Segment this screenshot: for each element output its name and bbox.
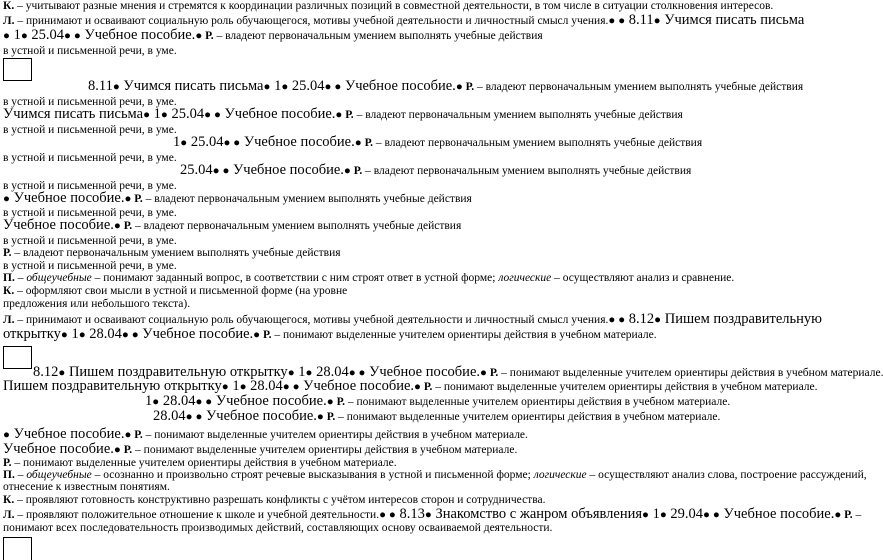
bullet-icon: ● <box>287 367 295 379</box>
table-cell-box <box>3 346 32 369</box>
textbook: Учебное пособие. <box>202 408 317 424</box>
doc-line-22 <box>3 313 822 327</box>
lesson-title: Пишем поздравительную открытку <box>65 364 288 380</box>
label-r: Р. <box>131 429 143 441</box>
lesson-title: открытку <box>3 326 61 342</box>
text: – понимают выделенные учителем ориентиры действия в учебном материале. <box>498 367 883 379</box>
bullet-icon: ● <box>3 193 10 205</box>
text: – понимают выделенные учителем ориентиры действия в учебном материале. <box>345 396 731 408</box>
bullet-icon: ● <box>642 509 649 521</box>
bullet-icon: ● <box>282 381 290 393</box>
label-r: Р. <box>421 381 433 393</box>
text: – понимают выделенные учителем ориентиры действия в учебном материале. <box>11 457 397 469</box>
doc-line-35: понимают всех последовательность производимых действий, составляющих основу осваиваемой деятельности. <box>3 522 553 534</box>
bullet-icon: ● <box>654 314 662 326</box>
hours: 1 <box>270 78 282 94</box>
bullet-icon: ● <box>608 314 616 326</box>
label-l: Л. <box>3 509 15 521</box>
doc-line-03 <box>3 29 543 43</box>
date: 28.04 <box>246 378 283 394</box>
bullet-icon: ● <box>195 30 203 42</box>
label-r: Р. <box>3 457 12 469</box>
bullet-icon: ● <box>222 165 230 177</box>
table-cell-box <box>3 58 32 81</box>
doc-line-07 <box>3 108 683 122</box>
textbook: Учебное пособие. <box>138 326 254 342</box>
bullet-icon: ● <box>424 509 432 521</box>
bullet-icon: ● <box>73 30 81 42</box>
bullet-icon: ● <box>659 509 667 521</box>
doc-line-20 <box>3 285 347 298</box>
bullet-icon: ● <box>20 30 28 42</box>
bullet-icon: ● <box>263 81 271 93</box>
bullet-icon: ● <box>618 15 626 27</box>
lesson-title: Учимся писать письма <box>3 106 144 122</box>
doc-line-34 <box>3 508 861 522</box>
bullet-icon: ● <box>292 381 300 393</box>
doc-line-17 <box>3 247 341 260</box>
textbook: Учебное пособие. <box>365 364 480 380</box>
text: – оформляют свои мысли в устной и письменной форме (на уровне <box>14 285 348 297</box>
textbook: Учебное пособие. <box>719 506 835 522</box>
bullet-icon: ● <box>324 81 332 93</box>
label-r: Р. <box>323 411 336 423</box>
bullet-icon: ● <box>112 81 120 93</box>
text: – осуществляют анализ слова, построение рассуждений, <box>586 469 867 481</box>
bullet-icon: ● <box>712 509 720 521</box>
text: – понимают заданный вопрос, в соответствии с ним строят ответ в устной форме; <box>91 272 499 284</box>
textbook: Учебное пособие. <box>341 78 456 94</box>
textbook: Учебное пособие. <box>3 441 114 457</box>
bullet-icon: ● <box>653 15 661 27</box>
doc-line-26 <box>145 395 730 409</box>
label-r: Р. <box>120 220 133 232</box>
text: – владеют первоначальным умением выполнять учебные действия <box>353 109 683 121</box>
textbook: Учебное пособие. <box>299 378 415 394</box>
lesson-title: Учимся писать письма <box>119 78 264 94</box>
bullet-icon: ● <box>608 15 616 27</box>
doc-line-21: предложения или небольшого текста). <box>3 298 191 310</box>
hours: 1 <box>145 393 153 409</box>
date: 25.04 <box>167 106 205 122</box>
date: 29.04 <box>666 506 704 522</box>
label-p: П. <box>3 272 15 284</box>
bullet-icon: ● <box>354 137 362 149</box>
bullet-icon: ● <box>160 109 168 121</box>
hours: 1 <box>150 106 161 122</box>
bullet-icon: ● <box>221 381 229 393</box>
text: – проявляют положительное отношение к школе и учебной деятельности. <box>14 509 380 521</box>
doc-line-16: в устной и письменной речи, в уме. <box>3 235 177 247</box>
lesson-title: Знакомство с жанром объявления <box>431 506 643 522</box>
lesson-title: Учимся писать письма <box>660 12 805 28</box>
doc-line-32: отнесение к известным понятиям. <box>3 481 170 493</box>
doc-line-02 <box>3 14 804 28</box>
text: – осуществляют анализ и сравнение. <box>551 272 735 284</box>
date: 25.04 <box>187 134 224 150</box>
label-r: Р. <box>486 367 499 379</box>
doc-line-01 <box>3 0 773 13</box>
doc-line-19 <box>3 272 734 285</box>
hours: 1 <box>294 364 306 380</box>
textbook: Учебное пособие. <box>212 393 327 409</box>
text: – осознанно и произвольно строят речевые высказывания в устной и письменной форме; <box>91 469 534 481</box>
bullet-icon: ● <box>223 137 231 149</box>
textbook: Учебное пособие. <box>80 27 196 43</box>
bullet-icon: ● <box>334 81 342 93</box>
hours: 1 <box>9 27 21 43</box>
lesson-number: 8.11 <box>625 12 654 28</box>
bullet-icon: ● <box>414 381 421 393</box>
textbook: Учебное пособие. <box>9 426 125 442</box>
text: – владеют первоначальным умением выполнять учебные действия <box>213 30 543 42</box>
doc-line-06: в устной и письменной речи, в уме. <box>3 96 177 108</box>
bullet-icon: ● <box>152 396 160 408</box>
doc-line-05 <box>88 80 803 94</box>
text: – проявляют готовность конструктивно разрешать конфликты с учётом интересов сторон и сотрудничества. <box>14 494 546 506</box>
label-p: П. <box>3 469 15 481</box>
bullet-icon: ● <box>195 411 203 423</box>
text: – владеют первоначальным умением выполнять учебные действия <box>373 137 703 149</box>
textbook: Учебное пособие. <box>240 134 355 150</box>
date: 28.04 <box>85 326 122 342</box>
text: – владеют первоначальным умением выполнять учебные действия <box>474 81 804 93</box>
bullet-icon: ● <box>213 109 221 121</box>
bullet-icon: ● <box>113 444 121 456</box>
textbook: Учебное пособие. <box>229 162 344 178</box>
bullet-icon: ● <box>121 329 129 341</box>
bullet-icon: ● <box>379 509 387 521</box>
bullet-icon: ● <box>185 411 193 423</box>
doc-line-12: в устной и письменной речи, в уме. <box>3 180 177 192</box>
doc-line-15 <box>3 219 461 233</box>
bullet-icon: ● <box>253 329 261 341</box>
doc-line-10: в устной и письменной речи, в уме. <box>3 152 177 164</box>
bullet-icon: ● <box>180 137 188 149</box>
bullet-icon: ● <box>455 81 463 93</box>
doc-line-11 <box>180 164 691 178</box>
doc-line-28 <box>3 428 528 442</box>
doc-line-13 <box>3 192 472 206</box>
bullet-icon: ● <box>618 314 626 326</box>
date: 25.04 <box>288 78 325 94</box>
lesson-number: 8.12 <box>625 311 655 327</box>
label-l: Л. <box>3 15 15 27</box>
bullet-icon: ● <box>3 429 10 441</box>
text: – владеют первоначальным умением выполнять учебные действия <box>362 165 692 177</box>
hours: 1 <box>173 134 181 150</box>
label-k: К. <box>3 285 15 297</box>
bullet-icon: ● <box>358 367 366 379</box>
bullet-icon: ● <box>131 329 139 341</box>
doc-line-23 <box>3 328 657 342</box>
doc-line-27 <box>153 410 720 424</box>
date: 28.04 <box>159 393 196 409</box>
text: – принимают и осваивают социальную роль обучающегося, мотивы учебной деятельности и личностный смысл учения. <box>14 314 609 326</box>
hours: 1 <box>228 378 240 394</box>
label-r: Р. <box>131 193 143 205</box>
bullet-icon: ● <box>239 381 247 393</box>
bullet-icon: ● <box>60 329 68 341</box>
label-r: Р. <box>361 137 374 149</box>
bullet-icon: ● <box>281 81 289 93</box>
bullet-icon: ● <box>480 367 487 379</box>
term-logical: логические <box>533 469 587 481</box>
date: 28.04 <box>153 408 186 424</box>
text: – принимают и осваивают социальную роль обучающегося, мотивы учебной деятельности и личностный смысл учения. <box>14 15 609 27</box>
lesson-title: Пишем поздравительную открытку <box>3 378 222 394</box>
text: – учитывают разные мнения и стремятся к координации различных позиций в совместной деятельности, в том числе в ситуации столкновения интересов. <box>14 0 774 12</box>
bullet-icon: ● <box>388 509 396 521</box>
text: – <box>14 272 27 284</box>
bullet-icon: ● <box>124 193 132 205</box>
date: 25.04 <box>27 27 65 43</box>
bullet-icon: ● <box>326 396 334 408</box>
label-r: Р. <box>462 81 475 93</box>
lesson-number: 8.12 <box>33 364 59 380</box>
lesson-title: Пишем поздравительную <box>661 311 822 327</box>
label-r: Р. <box>350 165 363 177</box>
bullet-icon: ● <box>143 109 151 121</box>
bullet-icon: ● <box>58 367 66 379</box>
label-r: Р. <box>3 247 12 259</box>
bullet-icon: ● <box>212 165 220 177</box>
label-l: Л. <box>3 314 15 326</box>
hours: 1 <box>67 326 79 342</box>
label-r: Р. <box>342 109 354 121</box>
text: – понимают выделенные учителем ориентиры действия в учебном материале. <box>335 411 721 423</box>
bullet-icon: ● <box>78 329 86 341</box>
lesson-number: 8.13 <box>395 506 425 522</box>
bullet-icon: ● <box>124 429 132 441</box>
text: – владеют первоначальным умением выполнять учебные действия <box>11 247 341 259</box>
bullet-icon: ● <box>205 396 213 408</box>
bullet-icon: ● <box>703 509 710 521</box>
bullet-icon: ● <box>233 137 241 149</box>
table-cell-box <box>3 537 32 560</box>
textbook: Учебное пособие. <box>9 190 125 206</box>
bullet-icon: ● <box>316 411 324 423</box>
text: – понимают выделенные учителем ориентиры действия в учебном материале. <box>142 429 528 441</box>
bullet-icon: ● <box>195 396 203 408</box>
text: – <box>852 509 862 521</box>
label-r: Р. <box>333 396 346 408</box>
label-k: К. <box>3 0 15 12</box>
hours: 1 <box>648 506 660 522</box>
doc-line-08: в устной и письменной речи, в уме. <box>3 124 177 136</box>
doc-line-09 <box>173 136 702 150</box>
bullet-icon: ● <box>64 30 71 42</box>
text: – <box>14 469 27 481</box>
doc-line-25 <box>3 380 818 394</box>
bullet-icon: ● <box>204 109 212 121</box>
label-r: Р. <box>202 30 214 42</box>
label-r: Р. <box>120 444 133 456</box>
bullet-icon: ● <box>348 367 356 379</box>
bullet-icon: ● <box>305 367 313 379</box>
text: – владеют первоначальным умением выполнять учебные действия <box>142 193 472 205</box>
date: 28.04 <box>312 364 349 380</box>
label-k: К. <box>3 494 15 506</box>
term-general: общеучебные <box>26 272 92 284</box>
doc-line-29 <box>3 443 517 457</box>
textbook: Учебное пособие. <box>220 106 336 122</box>
bullet-icon: ● <box>335 109 343 121</box>
label-r: Р. <box>260 329 272 341</box>
term-logical: логические <box>498 272 552 284</box>
doc-line-04: в устной и письменной речи, в уме. <box>3 45 177 57</box>
date: 25.04 <box>180 162 213 178</box>
bullet-icon: ● <box>3 30 10 42</box>
textbook: Учебное пособие. <box>3 217 114 233</box>
text: – понимают выделенные учителем ориентиры действия в учебном материале. <box>432 381 818 393</box>
text: – понимают выделенные учителем ориентиры действия в учебном материале. <box>132 444 518 456</box>
bullet-icon: ● <box>113 220 121 232</box>
lesson-number: 8.11 <box>88 78 113 94</box>
bullet-icon: ● <box>343 165 351 177</box>
bullet-icon: ● <box>834 509 842 521</box>
term-general: общеучебные <box>26 469 92 481</box>
label-r: Р. <box>841 509 853 521</box>
text: – понимают выделенные учителем ориентиры действия в учебном материале. <box>271 329 657 341</box>
doc-line-14: в устной и письменной речи, в уме. <box>3 207 177 219</box>
doc-line-18: в устной и письменной речи, в уме. <box>3 260 177 272</box>
text: – владеют первоначальным умением выполнять учебные действия <box>132 220 462 232</box>
